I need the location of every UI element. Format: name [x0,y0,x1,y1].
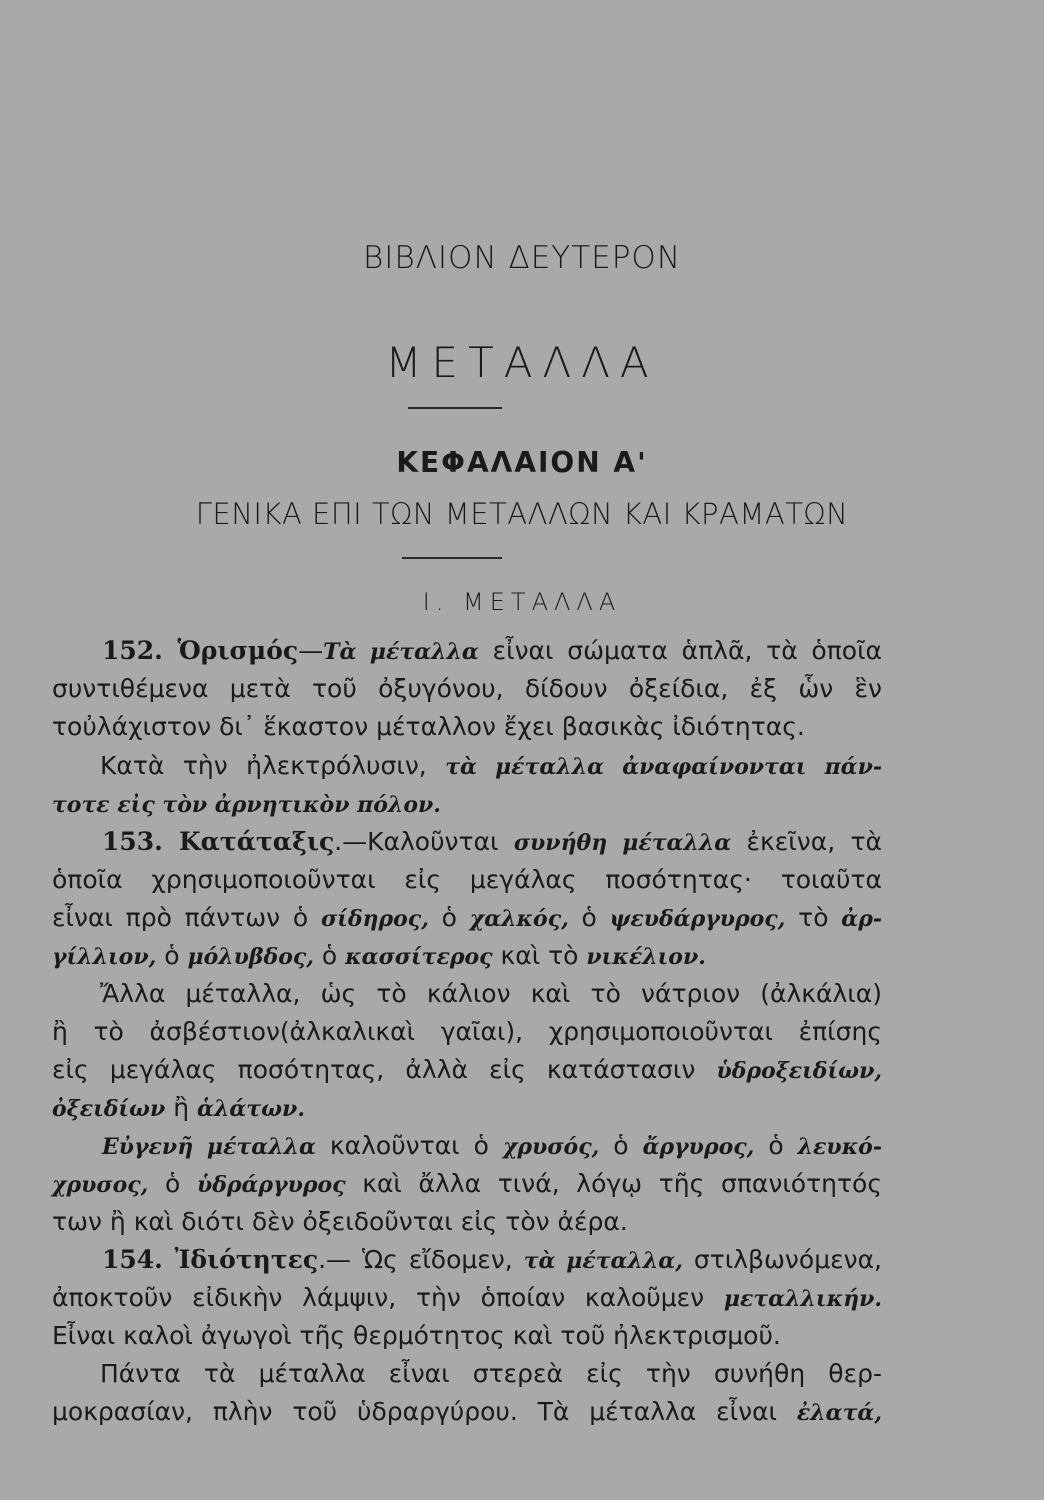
text-line [52,1050,882,1090]
emphasis-text: νικέλιον. [586,944,706,970]
text-line [52,1316,882,1356]
text-line [52,784,882,824]
text-run: τὸ [785,903,842,932]
text-run: — [298,636,324,665]
text-run: ὁ [599,1131,643,1160]
emphasis-text: τὰ μέταλλα ἀναφαίνονται πάν- [445,754,882,780]
part-title: ΜΕΤΑΛΛΑ [385,338,659,387]
text-run: εἰς μεγάλας ποσότητας, ἀλλὰ εἰς κατάστασιν [52,1055,717,1084]
text-line [52,860,882,900]
text-line [52,898,882,938]
emphasis-text: ὑδράργυρος [196,1172,346,1198]
text-run: ἐκεῖνα, τὰ [731,827,882,856]
emphasis-text: Εὐγενῆ μέταλλα [102,1134,316,1160]
emphasis-text: λευκό- [797,1134,882,1160]
text-line [100,746,882,786]
emphasis-text: ἄργυρος, [642,1134,755,1160]
text-run: στιλβωνόμενα, [682,1245,883,1274]
paragraph-number: 154. [102,1245,175,1274]
text-line [52,936,882,976]
text-run: ὁποῖα χρησιμοποιοῦνται εἰς μεγάλας ποσότητας· τοιαῦτα [52,865,882,894]
emphasis-text: ψευδάργυρος, [609,906,786,932]
text-run: ἀποκτοῦν εἰδικὴν λάμψιν, τὴν ὁποίαν καλοῦμεν [52,1283,724,1312]
paragraph-heading: Κατάταξις [178,827,335,856]
text-run: των ἢ καὶ διότι δὲν ὀξειδοῦνται εἰς τὸν ἀέρα. [52,1207,628,1236]
emphasis-text: ἁλάτων. [197,1096,305,1122]
text-run: εἶναι πρὸ πάντων ὁ [52,903,321,932]
emphasis-text: χαλκός, [469,906,569,932]
text-run: Πάντα τὰ μέταλλα εἶναι στερεὰ εἰς τὴν συνήθη θερ- [100,1359,882,1388]
emphasis-text: Τὰ μέταλλα [323,639,479,665]
text-run: καὶ ἄλλα τινά, λόγῳ τῆς σπανιότητός [345,1169,882,1198]
emphasis-text: μεταλλικήν. [723,1286,882,1312]
text-line [52,1202,882,1242]
text-run: ὁ [568,903,610,932]
divider-rule [408,407,502,409]
text-run: εἶναι σώματα ἁπλᾶ, τὰ ὁποῖα [478,636,883,665]
text-line [102,631,882,671]
emphasis-text: ὑδροξειδίων, [716,1058,882,1084]
paragraph-number: 153. [102,827,179,856]
emphasis-text: κασσίτερος [345,944,493,970]
text-line [52,1012,882,1052]
emphasis-text: ὀξειδίων [52,1096,166,1122]
text-run: ὁ [754,1131,798,1160]
paragraph-heading: Ὁρισμός [177,636,299,665]
text-run: ἢ [165,1093,198,1122]
text-run: .—Καλοῦνται [334,827,514,856]
emphasis-text: σίδηρος, [320,906,429,932]
text-run: ὁ [148,1169,197,1198]
emphasis-text: μόλυβδος, [187,944,314,970]
text-run: ὁ [156,941,188,970]
text-run: τοὐλάχιστον δι᾽ ἕκαστον μέταλλον ἔχει βασικὰς ἰδιότητας. [52,712,805,741]
text-run: ἢ τὸ ἀσβέστιον(ἀλκαλικαὶ γαῖαι), χρησιμοποιοῦνται ἐπίσης [52,1017,882,1046]
text-line [52,1164,882,1204]
text-line [102,1240,882,1280]
text-run: Ἄλλα μέταλλα, ὡς τὸ κάλιον καὶ τὸ νάτριον (ἀλκάλια) [100,979,882,1008]
divider-rule [402,557,502,559]
text-run: συντιθέμενα μετὰ τοῦ ὀξυγόνου, δίδουν ὀξείδια, ἐξ ὧν ἓν [52,674,882,703]
text-line [52,1088,882,1128]
text-run: .— Ὡς εἴδομεν, [318,1245,524,1274]
text-line [100,1354,882,1394]
text-run: Κατὰ τὴν ἠλεκτρόλυσιν, [100,751,446,780]
paragraph-number: 152. [102,636,178,665]
emphasis-text: γίλλιον, [52,944,157,970]
text-line [52,1392,882,1432]
section-title: Ι. ΜΕΤΑΛΛΑ [422,588,622,616]
text-line [52,707,882,747]
emphasis-text: χρυσός, [502,1134,600,1160]
emphasis-text: χρυσος, [52,1172,149,1198]
text-run: καλοῦνται ὁ [315,1131,503,1160]
chapter-title: ΓΕΝΙΚΑ ΕΠΙ ΤΩΝ ΜΕΤΑΛΛΩΝ ΚΑΙ ΚΡΑΜΑΤΩΝ [195,497,849,531]
paragraph-heading: Ἰδιότητες [174,1245,319,1274]
text-run: Εἶναι καλοὶ ἀγωγοὶ τῆς θερμότητος καὶ τοῦ ἠλεκτρισμοῦ. [52,1321,781,1350]
emphasis-text: συνήθη μέταλλα [513,830,732,856]
text-line [100,974,882,1014]
text-line [102,1126,882,1166]
text-run: μοκρασίαν, πλὴν τοῦ ὑδραργύρου. Τὰ μέταλλα εἶναι [52,1397,797,1426]
emphasis-text: ἀρ- [841,906,882,932]
text-line [52,1278,882,1318]
emphasis-text: ἐλατά, [796,1400,882,1426]
emphasis-text: τὰ μέταλλα, [523,1248,683,1274]
book-title: ΒΙΒΛΙΟΝ ΔΕΥΤΕΡΟΝ [362,240,682,276]
text-run: ὁ [313,941,346,970]
text-run: ὁ [428,903,470,932]
text-line [52,669,882,709]
text-run: καὶ τὸ [492,941,587,970]
text-line [102,822,882,862]
emphasis-text: τοτε εἰς τὸν ἀρνητικὸν πόλον. [52,792,441,818]
chapter-label: ΚΕΦΑΛΑΙΟΝ Α' [396,446,648,479]
